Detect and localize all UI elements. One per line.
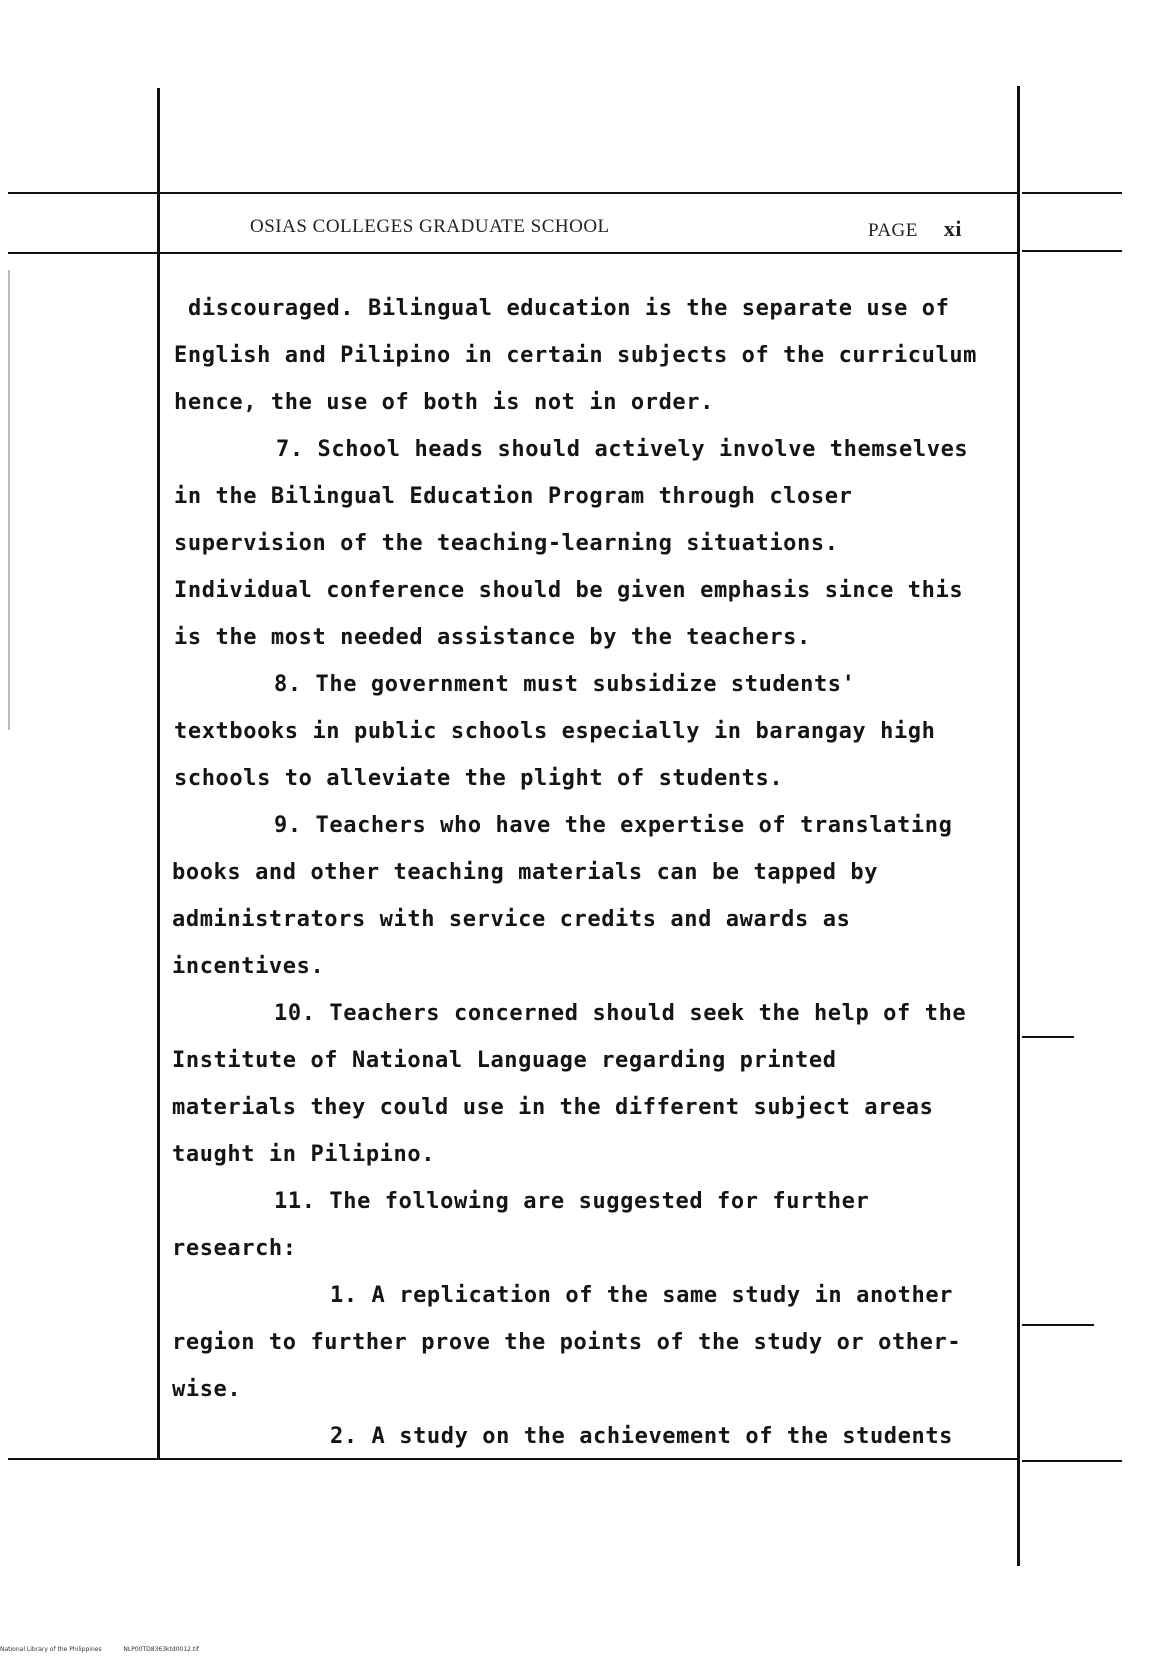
header-top-rule-right — [1022, 192, 1122, 194]
body-line: 8. The government must subsidize students' — [274, 672, 856, 697]
body-line: discouraged. Bilingual education is the separate use of — [188, 296, 950, 321]
body-line: 1. A replication of the same study in another — [330, 1283, 954, 1308]
header-bottom-rule-right — [1022, 250, 1122, 252]
body-line: materials they could use in the different subject areas — [172, 1095, 934, 1120]
left-margin-rule — [157, 88, 160, 1460]
body-line: is the most needed assistance by the teachers. — [174, 625, 811, 650]
right-margin-tick-1 — [1022, 1036, 1074, 1038]
body-line: schools to alleviate the plight of students. — [174, 766, 784, 791]
right-margin-tick-2 — [1022, 1324, 1094, 1326]
right-margin-rule — [1017, 86, 1020, 1566]
body-line: in the Bilingual Education Program through closer — [174, 484, 853, 509]
body-line: incentives. — [172, 954, 325, 979]
body-line: Institute of National Language regarding printed — [172, 1048, 837, 1073]
page-label-header — [868, 216, 962, 242]
body-line: taught in Pilipino. — [172, 1142, 436, 1167]
body-line: region to further prove the points of the study or other- — [172, 1330, 962, 1355]
file-id: NLP00TD8363ktd0012.tif — [123, 1646, 200, 1653]
body-line: 2. A study on the achievement of the students — [330, 1424, 954, 1449]
body-line: 7. School heads should actively involve themselves — [276, 437, 969, 462]
body-line: supervision of the teaching-learning situations. — [174, 531, 839, 556]
body-line: English and Pilipino in certain subjects of the curriculum — [174, 343, 978, 368]
library-name: National Library of the Philippines — [0, 1646, 102, 1653]
body-line: administrators with service credits and awards as — [172, 907, 851, 932]
page-label: PAGE — [868, 220, 918, 241]
footer-rule-right — [1022, 1460, 1122, 1462]
body-line: wise. — [172, 1377, 242, 1402]
body-line: 10. Teachers concerned should seek the help of the — [274, 1001, 967, 1026]
scan-edge-mark — [8, 270, 10, 730]
footer-rule — [8, 1458, 1018, 1460]
header-bottom-rule — [8, 252, 1018, 254]
body-line: 9. Teachers who have the expertise of translating — [274, 813, 953, 838]
page-number: xi — [943, 216, 962, 241]
body-line: textbooks in public schools especially in barangay high — [174, 719, 936, 744]
school-name-header: OSIAS COLLEGES GRADUATE SCHOOL — [250, 216, 610, 237]
body-line: hence, the use of both is not in order. — [174, 390, 714, 415]
body-line: research: — [172, 1236, 297, 1261]
header-top-rule — [8, 192, 1018, 194]
body-line: Individual conference should be given emphasis since this — [174, 578, 964, 603]
body-line: 11. The following are suggested for further — [274, 1189, 870, 1214]
body-line: books and other teaching materials can be tapped by — [172, 860, 879, 885]
scan-footer — [0, 1646, 199, 1653]
